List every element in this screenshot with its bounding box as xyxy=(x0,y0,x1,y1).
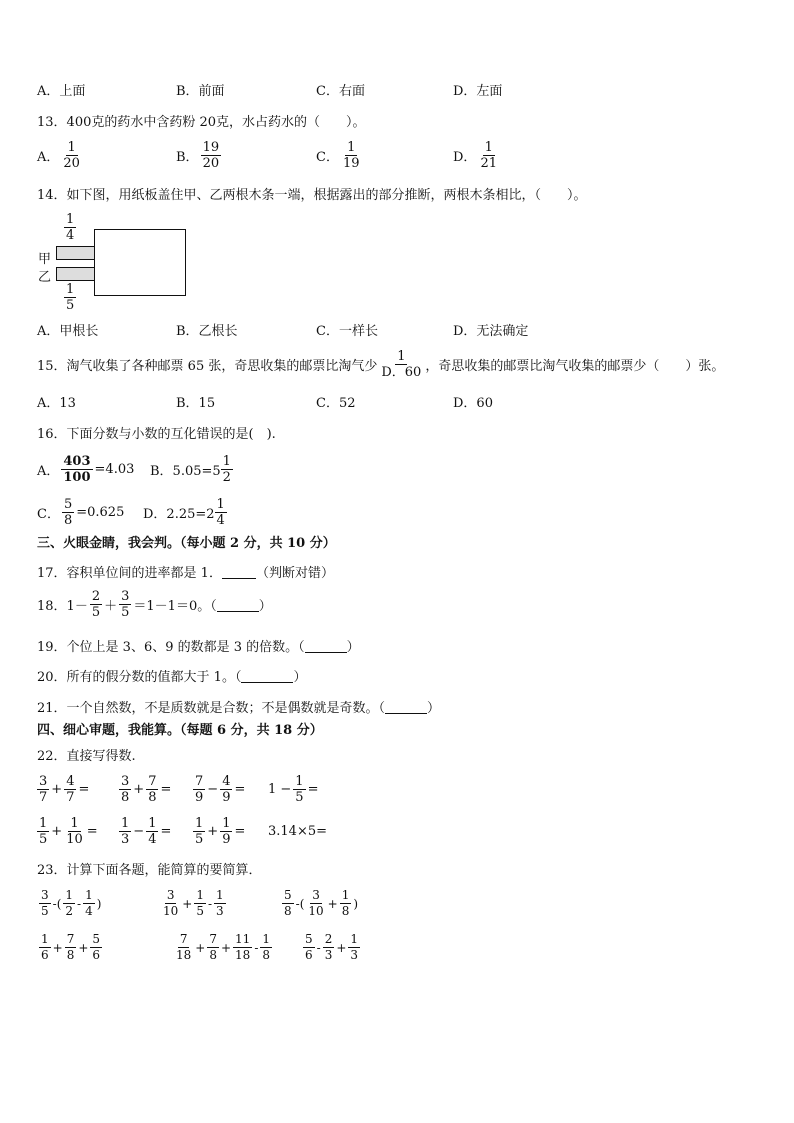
fraction xyxy=(193,816,205,847)
operator: -( xyxy=(52,896,62,911)
denominator: 8 xyxy=(121,790,130,805)
q17-text: 17．容积单位间的进率都是 1． xyxy=(37,566,222,581)
equals-sign: = xyxy=(86,824,98,839)
operator: - xyxy=(207,896,213,911)
option-label: D．2.25=2 xyxy=(143,507,215,522)
close-paren: ) xyxy=(353,896,359,911)
q22-item[interactable] xyxy=(117,774,171,805)
fraction xyxy=(260,932,272,963)
q14-option-b[interactable]: B．乙根长 xyxy=(176,324,238,339)
q21 xyxy=(37,697,440,716)
denominator: 5 xyxy=(41,904,49,918)
fraction xyxy=(119,816,131,847)
option-label: C． xyxy=(37,507,60,522)
plus-sign: ＋ xyxy=(104,599,118,614)
fraction xyxy=(306,888,325,919)
numerator: 7 xyxy=(209,932,217,946)
option-label: A． xyxy=(37,150,60,165)
fraction xyxy=(62,497,74,528)
numerator: 4 xyxy=(66,774,75,789)
fraction xyxy=(282,888,294,919)
fraction xyxy=(323,932,335,963)
denominator: D．60 xyxy=(381,365,422,380)
numerator: 1 xyxy=(484,140,493,155)
denominator: 4 xyxy=(148,832,157,847)
numerator: 2 xyxy=(324,932,333,946)
option-label: B．5.05=5 xyxy=(150,464,221,479)
q21-text: 21．一个自然数，不是质数就是合数；不是偶数就是奇数。（ xyxy=(37,701,386,716)
fraction xyxy=(340,888,352,919)
fraction xyxy=(201,140,222,171)
operator: + xyxy=(78,940,89,955)
q17-suffix: （判断对错） xyxy=(255,566,334,581)
operator: − xyxy=(207,782,219,797)
q15-stem-pre: 15．淘气收集了各种邮票 65 张，奇思收集的邮票比淘气少 xyxy=(37,359,378,374)
numerator: 19 xyxy=(202,140,220,155)
fraction xyxy=(37,774,49,805)
q13-stem: 13．400克的药水中含药粉 20克，水占药水的（ ）。 xyxy=(37,115,366,130)
fraction xyxy=(214,888,226,919)
equals-sign: = xyxy=(160,824,172,839)
operator: + xyxy=(133,782,145,797)
denominator: 100 xyxy=(63,470,91,485)
operator: + xyxy=(336,940,347,955)
fraction xyxy=(119,589,131,620)
numerator: 3 xyxy=(166,888,175,902)
fraction xyxy=(215,497,227,528)
denominator: 5 xyxy=(39,832,48,847)
option-label: B． xyxy=(176,150,199,165)
denominator: 8 xyxy=(148,790,157,805)
denominator: 18 xyxy=(235,948,251,962)
numerator: 1 xyxy=(196,888,204,902)
q23-expression-3[interactable] xyxy=(280,888,358,919)
denominator: 9 xyxy=(222,790,231,805)
q20 xyxy=(37,666,306,685)
close-paren: ） xyxy=(258,599,272,614)
q23-expression-5[interactable] xyxy=(172,932,274,963)
q16-stem: 16．下面分数与小数的互化错误的是( ). xyxy=(37,427,276,442)
numerator: 7 xyxy=(66,932,75,946)
q14-option-a[interactable]: A．甲根长 xyxy=(37,324,99,339)
q16-option-d[interactable] xyxy=(143,497,227,528)
q13-option-b[interactable] xyxy=(176,140,223,171)
denominator: 9 xyxy=(222,832,231,847)
answer-blank[interactable] xyxy=(305,638,347,653)
q13-option-c[interactable] xyxy=(316,140,364,171)
denominator: 5 xyxy=(295,790,304,805)
denominator: 6 xyxy=(92,948,101,962)
denominator: 3 xyxy=(350,948,359,962)
fraction xyxy=(293,774,305,805)
option-value: =0.625 xyxy=(76,505,125,520)
numerator: 1 xyxy=(148,816,157,831)
denominator: 8 xyxy=(284,904,292,918)
equals-sign: = xyxy=(307,782,319,797)
operator: + xyxy=(51,824,63,839)
operator: + xyxy=(52,940,63,955)
numerator: 3 xyxy=(121,774,130,789)
q15-option-b[interactable]: B．15 xyxy=(176,396,216,411)
q22-item[interactable] xyxy=(117,816,171,847)
fraction xyxy=(65,932,77,963)
numerator: 3 xyxy=(39,774,48,789)
q17 xyxy=(37,562,334,581)
label-jia: 甲 xyxy=(38,252,52,267)
denominator: 20 xyxy=(63,156,80,171)
denominator: 5 xyxy=(91,605,101,620)
operator: - xyxy=(316,940,321,955)
fraction xyxy=(194,888,206,919)
denominator: 10 xyxy=(163,904,179,918)
close-paren: ) xyxy=(96,896,102,911)
operator: + xyxy=(51,782,63,797)
fig-fraction-bottom xyxy=(64,282,76,313)
numerator: 1 xyxy=(262,932,271,946)
close-paren: ） xyxy=(346,640,360,655)
option-label: A． xyxy=(37,464,60,479)
fraction xyxy=(61,454,92,485)
fraction xyxy=(90,932,102,963)
q23-expression-2[interactable] xyxy=(159,888,228,919)
numerator: 1 xyxy=(66,212,75,227)
fraction xyxy=(207,932,219,963)
q18-text-post: ＝1－1＝0。（ xyxy=(133,599,217,614)
q16-option-a[interactable] xyxy=(37,454,134,485)
denominator: 8 xyxy=(63,513,73,528)
denominator: 19 xyxy=(342,156,360,171)
denominator: 4 xyxy=(66,228,75,243)
numerator: 1 xyxy=(222,816,231,831)
numerator: 1 xyxy=(347,140,356,155)
numerator: 4 xyxy=(222,774,231,789)
q19-text: 19．个位上是 3、6、9 的数都是 3 的倍数。（ xyxy=(37,640,305,655)
q12-option-b[interactable]: B．前面 xyxy=(176,84,225,99)
numerator: 1 xyxy=(66,282,75,297)
q14-option-c[interactable]: C．一样长 xyxy=(316,324,378,339)
numerator: 3 xyxy=(121,589,130,604)
close-paren: ） xyxy=(427,701,441,716)
q22-item[interactable] xyxy=(191,816,245,847)
denominator: 8 xyxy=(209,948,217,962)
fraction xyxy=(478,140,499,171)
fraction xyxy=(39,888,51,919)
q18 xyxy=(37,589,272,620)
operator: + xyxy=(195,940,206,955)
q18-text: 18．1－ xyxy=(37,599,88,614)
fraction xyxy=(220,774,232,805)
q12-option-a[interactable]: A．上面 xyxy=(37,84,86,99)
denominator: 4 xyxy=(85,904,93,918)
q19 xyxy=(37,636,360,655)
numerator: 2 xyxy=(91,589,101,604)
operator: - xyxy=(77,896,82,911)
q15-stem xyxy=(37,349,724,380)
fraction xyxy=(64,774,76,805)
numerator: 1 xyxy=(216,497,225,512)
denominator: 9 xyxy=(195,790,204,805)
denominator: 2 xyxy=(65,904,74,918)
denominator: 8 xyxy=(66,948,75,962)
q15-option-c[interactable]: C．52 xyxy=(316,396,356,411)
numerator: 1 xyxy=(295,774,304,789)
denominator: 8 xyxy=(341,904,350,918)
operator: + xyxy=(207,824,219,839)
answer-blank[interactable] xyxy=(385,699,427,714)
q22-stem: 22．直接写得数. xyxy=(37,749,136,764)
operator: + xyxy=(327,896,338,911)
numerator: 1 xyxy=(222,454,231,469)
numerator: 1 xyxy=(216,888,224,902)
denominator: 10 xyxy=(308,904,324,918)
expression: 3.14×5= xyxy=(268,824,328,839)
numerator: 1 xyxy=(67,140,76,155)
q13-option-a[interactable] xyxy=(37,140,84,171)
q15-option-d[interactable]: D．60 xyxy=(453,396,493,411)
q22-item[interactable] xyxy=(35,816,98,847)
numerator: 403 xyxy=(63,454,91,469)
fraction xyxy=(174,932,193,963)
denominator: 6 xyxy=(305,948,313,962)
numerator: 3 xyxy=(312,888,320,902)
equals-sign: = xyxy=(160,782,172,797)
cardboard xyxy=(94,229,186,296)
denominator: 5 xyxy=(66,298,75,313)
answer-blank[interactable] xyxy=(222,564,256,579)
numerator: 1 xyxy=(341,888,350,902)
fraction xyxy=(37,816,49,847)
stick-jia xyxy=(56,246,98,260)
answer-blank[interactable] xyxy=(241,668,293,683)
fraction xyxy=(193,774,205,805)
denominator: 4 xyxy=(216,513,225,528)
denominator: 10 xyxy=(66,832,83,847)
denominator: 5 xyxy=(195,832,204,847)
numerator: 7 xyxy=(195,774,204,789)
numerator: 3 xyxy=(41,888,49,902)
numerator: 1 xyxy=(85,888,93,902)
option-label: C． xyxy=(316,150,339,165)
answer-blank[interactable] xyxy=(217,597,259,612)
fraction xyxy=(348,932,360,963)
numerator: 1 xyxy=(70,816,79,831)
fraction xyxy=(220,816,232,847)
equals-sign: = xyxy=(234,782,246,797)
denominator: 5 xyxy=(196,904,204,918)
expression-pre: 1 − xyxy=(268,782,292,797)
q14-stem: 14．如下图，用纸板盖住甲、乙两根木条一端，根据露出的部分推断，两根木条相比，（ ）。 xyxy=(37,188,587,203)
denominator: 2 xyxy=(222,470,231,485)
q22-item[interactable] xyxy=(268,824,327,839)
q22-item[interactable] xyxy=(191,774,245,805)
fraction xyxy=(161,888,180,919)
q14-option-d[interactable]: D．无法确定 xyxy=(453,324,529,339)
q22-item[interactable] xyxy=(268,774,318,805)
fig-fraction-top xyxy=(64,212,76,243)
fraction xyxy=(379,349,423,380)
fraction xyxy=(146,816,158,847)
numerator: 7 xyxy=(179,932,188,946)
operator: + xyxy=(182,896,193,911)
equals-sign: = xyxy=(234,824,246,839)
numerator: 1 xyxy=(350,932,359,946)
operator: - xyxy=(254,940,259,955)
stick-yi xyxy=(56,267,98,281)
label-yi: 乙 xyxy=(38,270,52,285)
q20-text: 20．所有的假分数的值都大于 1。（ xyxy=(37,670,242,685)
fraction xyxy=(39,932,51,963)
q16-option-b[interactable] xyxy=(150,454,233,485)
numerator: 5 xyxy=(284,888,292,902)
numerator: 1 xyxy=(121,816,130,831)
numerator: 5 xyxy=(305,932,313,946)
numerator: 1 xyxy=(195,816,204,831)
numerator: 1 xyxy=(65,888,74,902)
denominator: 21 xyxy=(480,156,497,171)
fraction xyxy=(146,774,158,805)
operator: − xyxy=(133,824,145,839)
denominator: 3 xyxy=(324,948,333,962)
q13-option-d[interactable] xyxy=(453,140,501,171)
denominator: 7 xyxy=(66,790,75,805)
denominator: 3 xyxy=(216,904,224,918)
fraction xyxy=(341,140,362,171)
numerator: 1 xyxy=(39,816,48,831)
fraction xyxy=(61,140,82,171)
q16-option-c[interactable] xyxy=(37,497,124,528)
q22-item[interactable] xyxy=(35,774,89,805)
q23-expression-6[interactable] xyxy=(301,932,362,963)
fraction xyxy=(63,888,75,919)
denominator: 6 xyxy=(41,948,49,962)
denominator: 8 xyxy=(262,948,271,962)
equals-sign: = xyxy=(78,782,90,797)
denominator: 18 xyxy=(176,948,192,962)
fraction xyxy=(221,454,233,485)
q15-stem-post: ，奇思收集的邮票比淘气收集的邮票少（ ）张。 xyxy=(425,359,725,374)
q12-option-c[interactable]: C．右面 xyxy=(316,84,365,99)
denominator: 3 xyxy=(121,832,130,847)
q12-option-d[interactable]: D．左面 xyxy=(453,84,503,99)
option-label: D． xyxy=(453,150,477,165)
q23-expression-1[interactable] xyxy=(37,888,101,919)
section-3-heading: 三、火眼金睛，我会判。（每小题 2 分，共 10 分） xyxy=(37,536,336,551)
q23-stem: 23．计算下面各题，能简算的要简算． xyxy=(37,863,262,878)
q23-expression-4[interactable] xyxy=(37,932,104,963)
numerator: 1 xyxy=(41,932,49,946)
denominator: 20 xyxy=(202,156,220,171)
numerator: 11 xyxy=(235,932,251,946)
option-value: =4.03 xyxy=(94,462,135,477)
fraction xyxy=(64,816,85,847)
operator: + xyxy=(220,940,232,955)
numerator: 5 xyxy=(63,497,73,512)
fraction xyxy=(90,589,102,620)
fraction xyxy=(233,932,252,963)
q14-figure xyxy=(36,212,196,312)
denominator: 7 xyxy=(39,790,48,805)
fraction xyxy=(303,932,315,963)
denominator: 5 xyxy=(121,605,130,620)
numerator: 7 xyxy=(148,774,157,789)
section-4-heading: 四、细心审题，我能算。（每题 6 分，共 18 分） xyxy=(37,723,323,738)
fraction xyxy=(119,774,131,805)
close-paren: ） xyxy=(293,670,307,685)
fraction xyxy=(83,888,95,919)
operator: -( xyxy=(295,896,305,911)
numerator: 5 xyxy=(92,932,101,946)
numerator: 1 xyxy=(397,349,406,364)
q15-option-a[interactable]: A．13 xyxy=(37,396,76,411)
